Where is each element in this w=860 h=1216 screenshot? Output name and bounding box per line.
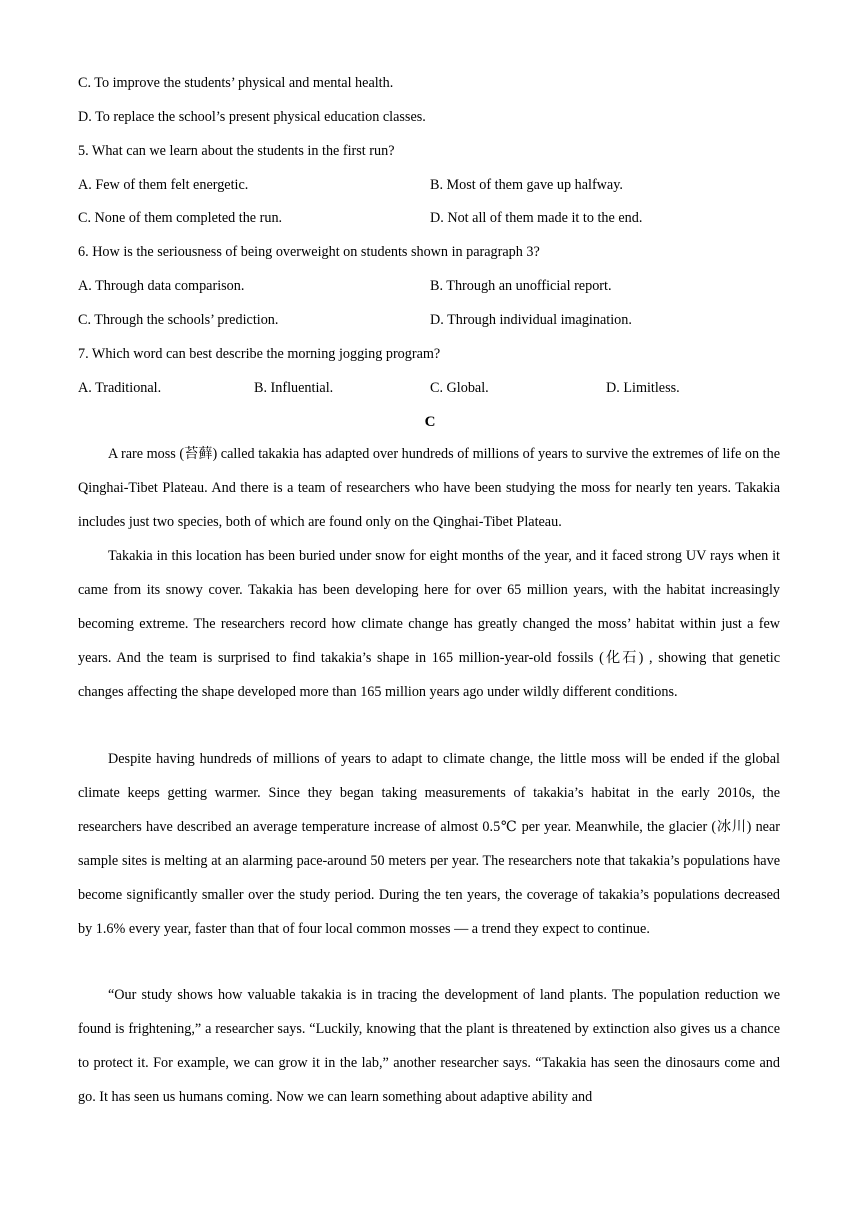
section-c-paragraph-3: Despite having hundreds of millions of years to adapt to climate change, the little moss will be ended if the global climate keeps getting warmer. Since they began taking measurements of takakia’s habitat in the early 2010s, the researchers have described an average temperature increase of almost 0.5℃ per year. Meanwhile, the glacier (冰川) near sample sites is melting at an alarming pace-around 50 meters per year. The researchers note that takakia’s populations have become significantly smaller over the study period. During the ten years, the coverage of takakia’s populations decreased by 1.6% every year, faster than that of four local common mosses — a trend they expect to continue. <box>78 751 780 937</box>
q4-option-d: D. To replace the school’s present physical education classes. <box>78 109 426 125</box>
q6-option-c: C. Through the schools’ prediction. <box>78 312 279 328</box>
section-c-paragraph-4: “Our study shows how valuable takakia is in tracing the development of land plants. The population reduction we found is frightening,” a researcher says. “Luckily, knowing that the plant is threatened by extinction also gives us a chance to protect it. For example, we can grow it in the lab,” another researcher says. “Takakia has seen the dinosaurs come and go. It has seen us humans coming. Now we can learn something about adaptive ability and <box>78 987 780 1105</box>
q5-question: 5. What can we learn about the students in the first run? <box>78 143 395 159</box>
q4-option-c: C. To improve the students’ physical and mental health. <box>78 75 394 91</box>
q6-option-b: B. Through an unofficial report. <box>430 278 612 294</box>
q5-option-a: A. Few of them felt energetic. <box>78 177 249 193</box>
q5-option-c: C. None of them completed the run. <box>78 210 283 226</box>
section-c-heading: C <box>424 414 436 430</box>
section-c-paragraph-1: A rare moss (苔藓) called takakia has adapted over hundreds of millions of years to survive the extremes of life on the Qinghai-Tibet Plateau. And there is a team of researchers who have been studying the moss for nearly ten years. Takakia includes just two species, both of which are found only on the Qinghai-Tibet Plateau. <box>78 446 780 530</box>
q5-option-b: B. Most of them gave up halfway. <box>430 177 623 193</box>
q7-option-b: B. Influential. <box>254 380 334 396</box>
q6-option-a: A. Through data comparison. <box>78 278 245 294</box>
section-c-paragraph-2: Takakia in this location has been buried under snow for eight months of the year, and it faced strong UV rays when it came from its snowy cover. Takakia has been developing here for over 65 million years, with the habitat increasingly becoming extreme. The researchers record how climate change has greatly changed the moss’ habitat within just a few years. And the team is surprised to find takakia’s shape in 165 million-year-old fossils (化石) , showing that genetic changes affecting the shape developed more than 165 million years ago under wildly different conditions. <box>78 548 780 700</box>
q6-question: 6. How is the seriousness of being overweight on students shown in paragraph 3? <box>78 244 540 260</box>
q7-option-d: D. Limitless. <box>606 380 680 396</box>
q5-option-d: D. Not all of them made it to the end. <box>430 210 643 226</box>
q7-option-a: A. Traditional. <box>78 380 162 396</box>
q7-question: 7. Which word can best describe the morning jogging program? <box>78 346 441 362</box>
q6-option-d: D. Through individual imagination. <box>430 312 632 328</box>
q7-option-c: C. Global. <box>430 380 489 396</box>
